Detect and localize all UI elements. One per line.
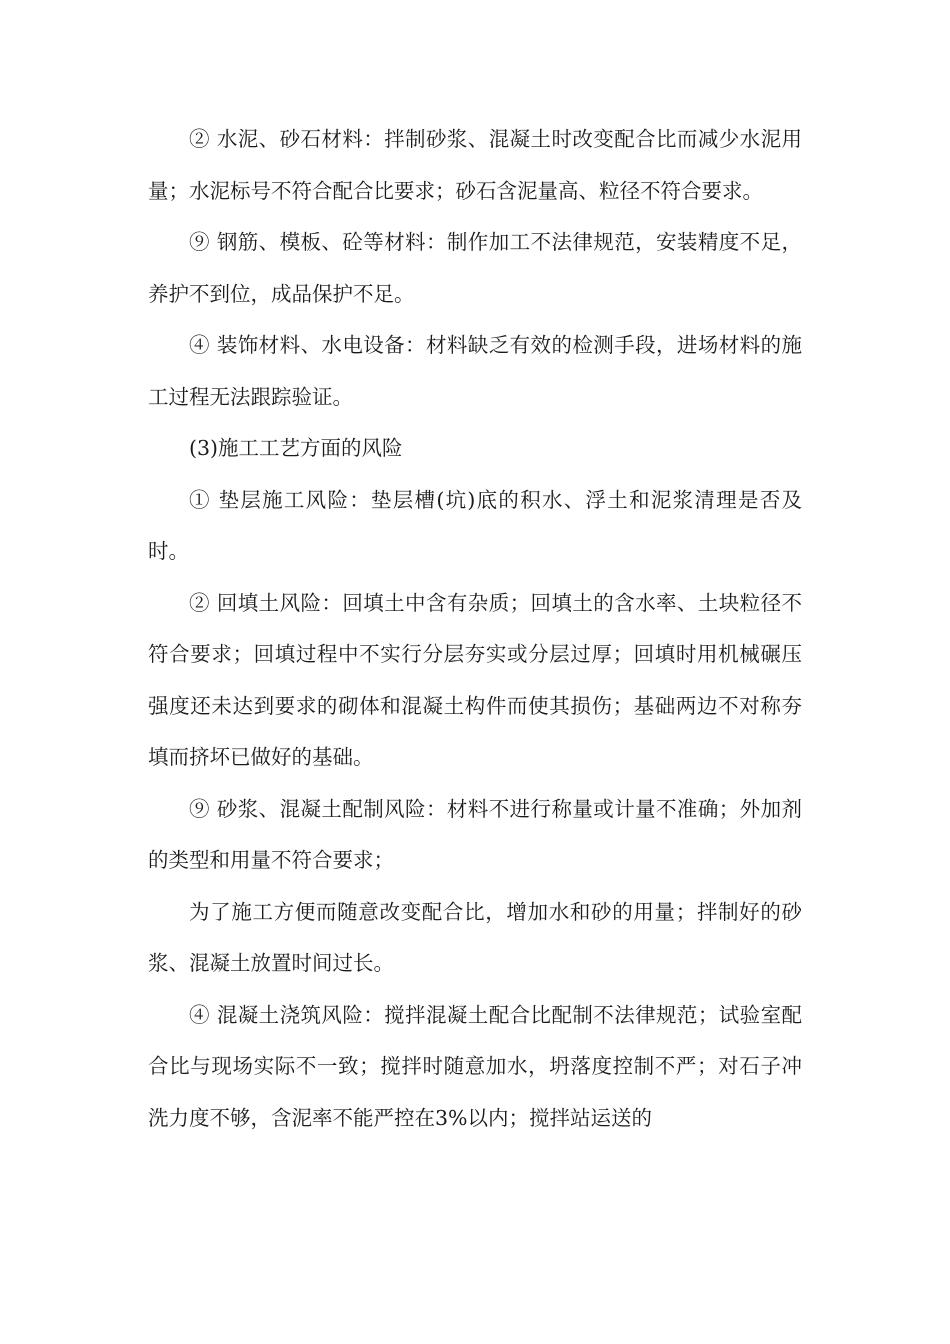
paragraph-rebar-formwork: ⑨ 钢筋、模板、砼等材料：制作加工不法律规范，安装精度不足，养护不到位，成品保护不足。 — [148, 230, 802, 306]
section-heading-construction-process: (3)施工工艺方面的风险 — [189, 436, 403, 460]
paragraph-mix-ratio-change: 为了施工方便而随意改变配合比，增加水和砂的用量；拌制好的砂浆、混凝土放置时间过长。 — [148, 899, 802, 975]
document-body — [148, 114, 802, 1144]
paragraph-decoration-equipment: ④ 装饰材料、水电设备：材料缺乏有效的检测手段，进场材料的施工过程无法跟踪验证。 — [148, 333, 802, 409]
paragraph-cushion-layer: ① 垫层施工风险：垫层槽(坑)底的积水、浮土和泥浆清理是否及时。 — [148, 487, 802, 563]
paragraph-mortar-concrete-mixing: ⑨ 砂浆、混凝土配制风险：材料不进行称量或计量不准确；外加剂的类型和用量不符合要求； — [148, 796, 802, 872]
paragraph-cement-sand: ② 水泥、砂石材料：拌制砂浆、混凝土时改变配合比而减少水泥用量；水泥标号不符合配合比要求；砂石含泥量高、粒径不符合要求。 — [148, 127, 802, 203]
paragraph-concrete-pouring: ④ 混凝土浇筑风险：搅拌混凝土配合比配制不法律规范；试验室配合比与现场实际不一致；搅拌时随意加水，坍落度控制不严；对石子冲洗力度不够，含泥率不能严控在3%以内；搅拌站运送的 — [148, 1002, 802, 1130]
paragraph-backfill: ② 回填土风险：回填土中含有杂质；回填土的含水率、土块粒径不符合要求；回填过程中不实行分层夯实或分层过厚；回填时用机械碾压强度还未达到要求的砌体和混凝土构件而使其损伤；基础两边不对称夯填而挤坏已做好的基础。 — [148, 590, 802, 769]
